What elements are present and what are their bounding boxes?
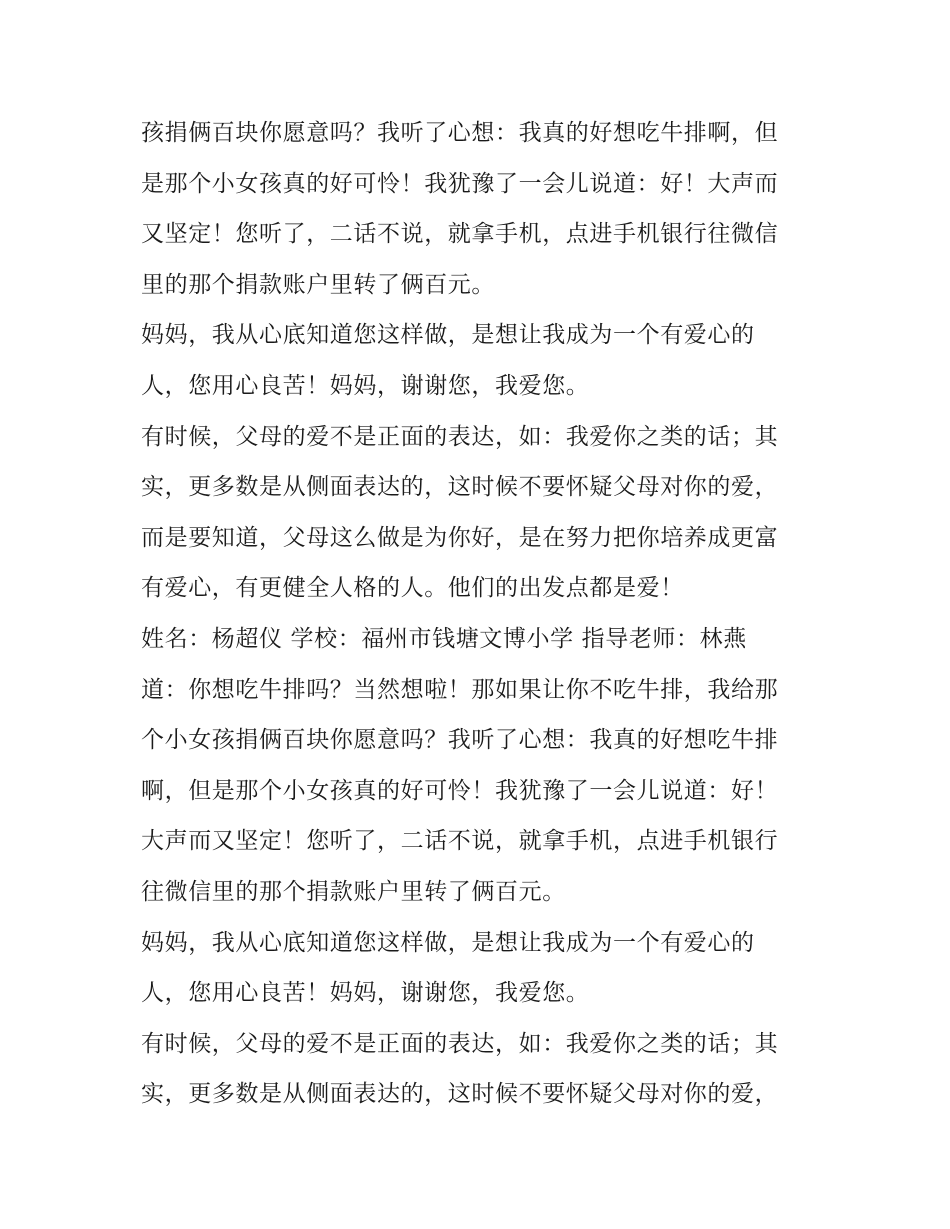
body-text: [141, 108, 821, 1120]
text-line: 道：你想吃牛排吗？当然想啦！那如果让你不吃牛排，我给那: [141, 676, 779, 703]
text-line: 啊，但是那个小女孩真的好可怜！我犹豫了一会儿说道：好！: [141, 777, 779, 804]
text-line: 个小女孩捐俩百块你愿意吗？我听了心想：我真的好想吃牛排: [141, 727, 779, 754]
text-line: 里的那个捐款账户里转了俩百元。: [141, 271, 495, 298]
text-line: 实，更多数是从侧面表达的，这时候不要怀疑父母对你的爱，: [141, 474, 779, 501]
text-line: 有爱心，有更健全人格的人。他们的出发点都是爱！: [141, 575, 684, 602]
text-line: 实，更多数是从侧面表达的，这时候不要怀疑父母对你的爱，: [141, 1081, 779, 1108]
text-line: 又坚定！您听了，二话不说，就拿手机，点进手机银行往微信: [141, 221, 779, 248]
text-line: 往微信里的那个捐款账户里转了俩百元。: [141, 878, 566, 905]
text-line: 人，您用心良苦！妈妈，谢谢您，我爱您。: [141, 980, 590, 1007]
text-line: 妈妈，我从心底知道您这样做，是想让我成为一个有爱心的: [141, 929, 755, 956]
text-line: 而是要知道，父母这么做是为你好，是在努力把你培养成更富: [141, 524, 779, 551]
text-line: 妈妈，我从心底知道您这样做，是想让我成为一个有爱心的: [141, 322, 755, 349]
author-info-line: 姓名：杨超仪 学校：福州市钱塘文博小学 指导老师：林燕: [141, 625, 747, 652]
text-line: 有时候，父母的爱不是正面的表达，如：我爱你之类的话；其: [141, 1030, 779, 1057]
text-line: 是那个小女孩真的好可怜！我犹豫了一会儿说道：好！大声而: [141, 170, 779, 197]
text-line: 有时候，父母的爱不是正面的表达，如：我爱你之类的话；其: [141, 423, 779, 450]
text-line: 人，您用心良苦！妈妈，谢谢您，我爱您。: [141, 372, 590, 399]
text-line: 大声而又坚定！您听了，二话不说，就拿手机，点进手机银行: [141, 828, 779, 855]
text-line: 孩捐俩百块你愿意吗？我听了心想：我真的好想吃牛排啊，但: [141, 120, 779, 146]
